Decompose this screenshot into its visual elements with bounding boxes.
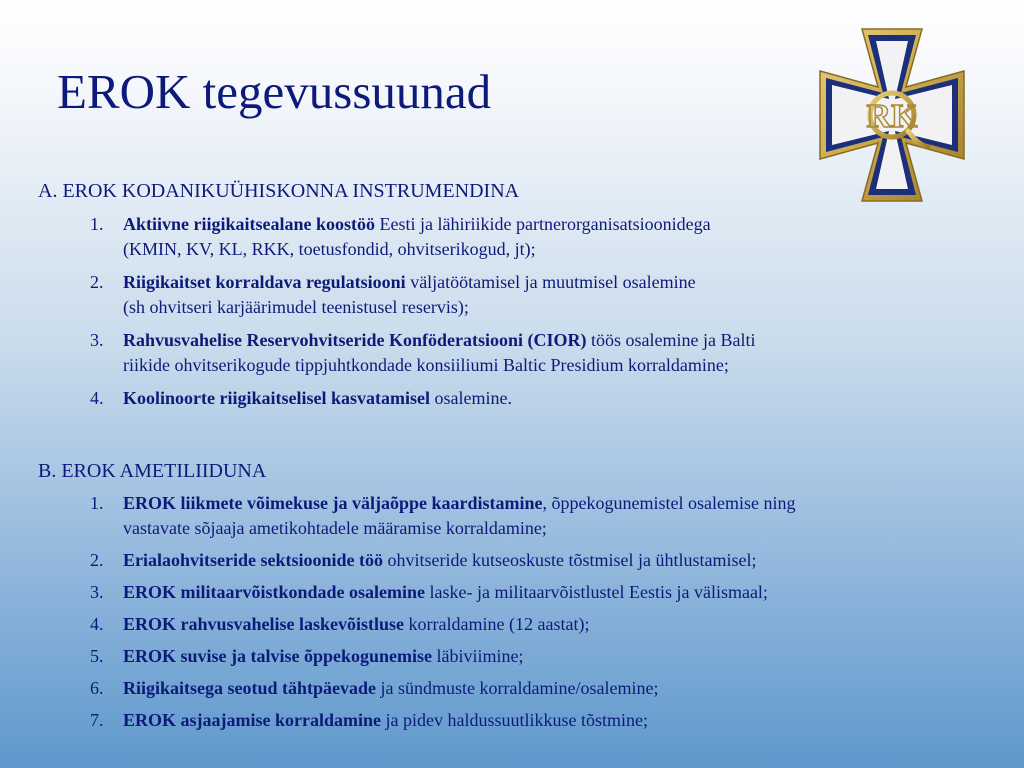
item-bold-text: Riigikaitset korraldava regulatsiooni	[123, 272, 406, 292]
item-bold-text: EROK liikmete võimekuse ja väljaõppe kaardistamine	[123, 493, 543, 513]
item-text: ja pidev haldussuutlikkuse tõstmine;	[381, 710, 648, 730]
list-item	[38, 612, 795, 637]
item-number: 4.	[90, 388, 104, 408]
cross-emblem-icon	[804, 27, 980, 203]
item-text: töös osalemine ja Balti	[586, 330, 756, 350]
item-text: Eesti ja lähiriikide partnerorganisatsioonidega	[375, 214, 711, 234]
item-text: väljatöötamisel ja muutmisel osalemine	[405, 272, 696, 292]
item-number: 3.	[90, 330, 104, 350]
item-number: 1.	[90, 214, 104, 234]
item-text: osalemine.	[429, 388, 512, 408]
item-text: läbiviimine;	[432, 646, 524, 666]
section-a	[38, 178, 755, 411]
item-text: korraldamine (12 aastat);	[404, 614, 590, 634]
item-bold-text: EROK asjaajamise korraldamine	[123, 710, 381, 730]
monogram: RK	[866, 98, 918, 135]
list-item	[38, 580, 795, 605]
item-text-line2: (KMIN, KV, KL, RKK, toetusfondid, ohvitserikogud, jt);	[123, 239, 536, 259]
item-bold-text: Rahvusvahelise Reservohvitseride Konföderatsiooni (CIOR)	[123, 330, 587, 350]
section-b	[38, 458, 795, 733]
item-text-line2: (sh ohvitseri karjäärimudel teenistusel reservis);	[123, 297, 469, 317]
item-bold-text: Koolinoorte riigikaitselisel kasvatamisel	[123, 388, 430, 408]
item-text: , õppekogunemistel osalemise ning	[542, 493, 796, 513]
list-item	[38, 386, 755, 411]
item-number: 7.	[90, 710, 104, 730]
item-bold-text: EROK rahvusvahelise laskevõistluse	[123, 614, 405, 634]
item-bold-text: Riigikaitsega seotud tähtpäevade	[123, 678, 377, 698]
list-item	[38, 491, 795, 541]
item-number: 6.	[90, 678, 104, 698]
item-bold-text: Erialaohvitseride sektsioonide töö	[123, 550, 383, 570]
item-number: 2.	[90, 550, 104, 570]
item-text-line2: vastavate sõjaaja ametikohtadele määramise korraldamine;	[123, 518, 547, 538]
item-text: ohvitseride kutseoskuste tõstmisel ja ühtlustamisel;	[383, 550, 757, 570]
item-number: 5.	[90, 646, 104, 666]
item-number: 2.	[90, 272, 104, 292]
list-item	[38, 212, 755, 262]
list-a	[38, 212, 755, 411]
section-heading: B. EROK AMETILIIDUNA	[38, 460, 267, 482]
list-item	[38, 708, 795, 733]
list-item	[38, 676, 795, 701]
section-heading: A. EROK KODANIKUÜHISKONNA INSTRUMENDINA	[38, 180, 520, 202]
item-bold-text: Aktiivne riigikaitsealane koostöö	[123, 214, 376, 234]
list-item	[38, 328, 755, 378]
item-number: 1.	[90, 493, 104, 513]
item-bold-text: EROK suvise ja talvise õppekogunemise	[123, 646, 433, 666]
item-text-line2: riikide ohvitserikogude tippjuhtkondade konsiiliumi Baltic Presidium korraldamine;	[123, 355, 729, 375]
list-item	[38, 644, 795, 669]
slide-title: EROK tegevussuunad	[57, 64, 492, 119]
item-number: 4.	[90, 614, 104, 634]
item-text: laske- ja militaarvõistlustel Eestis ja välismaal;	[425, 582, 768, 602]
list-b	[38, 491, 795, 733]
list-item	[38, 548, 795, 573]
item-bold-text: EROK militaarvõistkondade osalemine	[123, 582, 426, 602]
erok-cross-emblem	[804, 27, 980, 203]
item-number: 3.	[90, 582, 104, 602]
list-item	[38, 270, 755, 320]
item-text: ja sündmuste korraldamine/osalemine;	[376, 678, 659, 698]
